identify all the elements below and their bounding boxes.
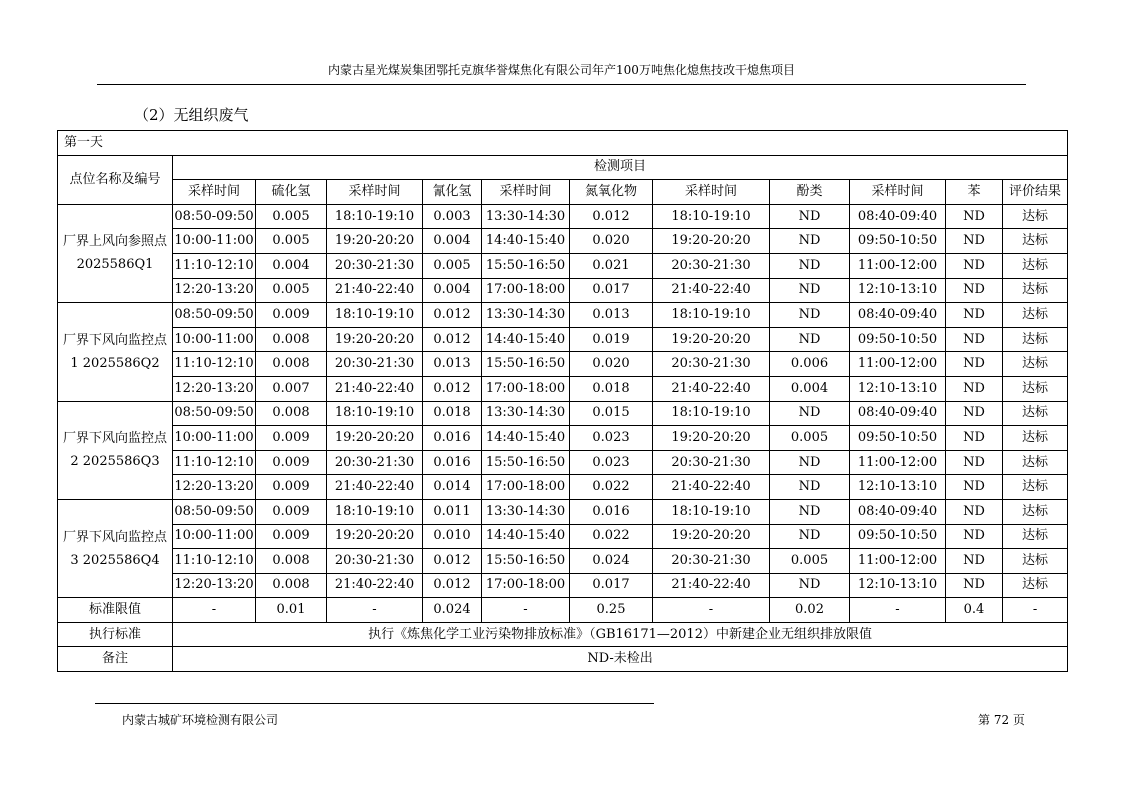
emissions-table: [57, 130, 1068, 672]
table-cell: 0.004: [423, 229, 482, 254]
table-cell: 0.005: [256, 204, 327, 229]
table-cell: ND: [946, 426, 1003, 451]
table-cell: 11:10-12:10: [173, 450, 256, 475]
table-cell: 12:20-13:20: [173, 573, 256, 598]
limit-value: 0.01: [256, 598, 327, 623]
table-cell: 12:20-13:20: [173, 376, 256, 401]
column-header: 硫化氢: [256, 180, 327, 205]
limit-value: -: [173, 598, 256, 623]
table-cell: 0.004: [256, 253, 327, 278]
table-row: [58, 278, 1068, 303]
table-cell: 21:40-22:40: [653, 573, 770, 598]
table-cell: 0.012: [423, 303, 482, 328]
limit-value: 0.024: [423, 598, 482, 623]
table-cell: 0.007: [256, 376, 327, 401]
table-cell: 14:40-15:40: [482, 327, 570, 352]
table-cell: 21:40-22:40: [653, 376, 770, 401]
remark-label: 备注: [58, 647, 173, 672]
group-header-row: [58, 155, 1068, 180]
table-cell: ND: [946, 253, 1003, 278]
table-cell: 达标: [1003, 352, 1068, 377]
table-cell: 11:10-12:10: [173, 253, 256, 278]
table-cell: 0.013: [570, 303, 653, 328]
table-cell: 18:10-19:10: [653, 499, 770, 524]
table-cell: 17:00-18:00: [482, 278, 570, 303]
table-cell: 17:00-18:00: [482, 376, 570, 401]
table-cell: 19:20-20:20: [327, 229, 423, 254]
table-cell: 15:50-16:50: [482, 450, 570, 475]
table-cell: 11:00-12:00: [850, 253, 946, 278]
table-cell: ND: [946, 376, 1003, 401]
table-cell: 11:10-12:10: [173, 352, 256, 377]
limit-value: -: [850, 598, 946, 623]
limit-value: -: [327, 598, 423, 623]
table-cell: 达标: [1003, 499, 1068, 524]
table-cell: 达标: [1003, 303, 1068, 328]
table-cell: ND: [946, 573, 1003, 598]
table-cell: ND: [946, 204, 1003, 229]
table-row: [58, 499, 1068, 524]
table-cell: 17:00-18:00: [482, 475, 570, 500]
table-cell: 19:20-20:20: [653, 524, 770, 549]
table-cell: 17:00-18:00: [482, 573, 570, 598]
table-cell: 21:40-22:40: [327, 573, 423, 598]
table-cell: ND: [770, 278, 850, 303]
table-cell: 达标: [1003, 253, 1068, 278]
table-cell: 0.021: [570, 253, 653, 278]
table-cell: 0.004: [770, 376, 850, 401]
table-cell: 0.008: [256, 401, 327, 426]
table-cell: ND: [770, 475, 850, 500]
table-cell: 21:40-22:40: [653, 475, 770, 500]
table-cell: 0.014: [423, 475, 482, 500]
table-cell: 达标: [1003, 204, 1068, 229]
limit-value: -: [1003, 598, 1068, 623]
table-cell: 12:20-13:20: [173, 278, 256, 303]
table-cell: 达标: [1003, 450, 1068, 475]
table-cell: 20:30-21:30: [653, 450, 770, 475]
table-cell: 12:10-13:10: [850, 376, 946, 401]
table-cell: 12:20-13:20: [173, 475, 256, 500]
table-cell: 0.003: [423, 204, 482, 229]
table-cell: 0.009: [256, 499, 327, 524]
table-cell: 19:20-20:20: [327, 524, 423, 549]
day-label: 第一天: [58, 131, 1068, 156]
table-cell: 20:30-21:30: [327, 253, 423, 278]
table-cell: 达标: [1003, 327, 1068, 352]
table-cell: 12:10-13:10: [850, 278, 946, 303]
table-cell: 10:00-11:00: [173, 229, 256, 254]
table-cell: 0.005: [256, 278, 327, 303]
table-cell: 0.009: [256, 524, 327, 549]
table-cell: 18:10-19:10: [327, 303, 423, 328]
table-cell: 0.005: [770, 549, 850, 574]
table-cell: 0.005: [770, 426, 850, 451]
section-title: （2）无组织废气: [134, 106, 249, 124]
limits-row: [58, 598, 1068, 623]
footer-page-number: 第 72 页: [978, 713, 1025, 727]
table-cell: 0.017: [570, 573, 653, 598]
table-cell: 19:20-20:20: [653, 229, 770, 254]
table-cell: 0.008: [256, 327, 327, 352]
table-cell: 13:30-14:30: [482, 204, 570, 229]
table-cell: 13:30-14:30: [482, 499, 570, 524]
table-cell: 19:20-20:20: [653, 327, 770, 352]
column-header: 评价结果: [1003, 180, 1068, 205]
table-cell: 15:50-16:50: [482, 352, 570, 377]
table-cell: 08:40-09:40: [850, 499, 946, 524]
table-cell: 达标: [1003, 475, 1068, 500]
table-cell: 21:40-22:40: [327, 278, 423, 303]
table-cell: 0.012: [423, 327, 482, 352]
table-cell: 0.006: [770, 352, 850, 377]
table-row: [58, 475, 1068, 500]
table-cell: 0.016: [423, 450, 482, 475]
table-cell: 08:40-09:40: [850, 303, 946, 328]
table-cell: 21:40-22:40: [327, 376, 423, 401]
table-cell: 08:40-09:40: [850, 401, 946, 426]
table-cell: ND: [946, 524, 1003, 549]
table-cell: 18:10-19:10: [653, 303, 770, 328]
limit-value: 0.4: [946, 598, 1003, 623]
table-cell: 0.019: [570, 327, 653, 352]
table-cell: 20:30-21:30: [653, 549, 770, 574]
table-cell: 0.008: [256, 549, 327, 574]
column-header: 采样时间: [850, 180, 946, 205]
table-cell: 达标: [1003, 401, 1068, 426]
table-cell: 18:10-19:10: [653, 204, 770, 229]
table-cell: 0.011: [423, 499, 482, 524]
table-cell: 21:40-22:40: [327, 475, 423, 500]
table-cell: 14:40-15:40: [482, 426, 570, 451]
column-header: 氮氧化物: [570, 180, 653, 205]
table-row: [58, 327, 1068, 352]
table-row: [58, 549, 1068, 574]
table-cell: ND: [946, 475, 1003, 500]
column-header: 采样时间: [173, 180, 256, 205]
table-row: [58, 303, 1068, 328]
column-header: 采样时间: [327, 180, 423, 205]
table-cell: 20:30-21:30: [327, 450, 423, 475]
header-divider: [97, 84, 1026, 85]
group-header: 检测项目: [173, 155, 1068, 180]
table-cell: 0.008: [256, 352, 327, 377]
table-cell: 13:30-14:30: [482, 303, 570, 328]
table-cell: ND: [946, 327, 1003, 352]
table-cell: 08:50-09:50: [173, 204, 256, 229]
station-name: 厂界下风向监控点1 2025586Q2: [58, 303, 173, 401]
table-cell: 11:10-12:10: [173, 549, 256, 574]
table-cell: ND: [770, 499, 850, 524]
table-row: [58, 426, 1068, 451]
table-cell: 0.012: [423, 549, 482, 574]
table-cell: 达标: [1003, 549, 1068, 574]
table-cell: ND: [770, 450, 850, 475]
table-cell: 11:00-12:00: [850, 450, 946, 475]
table-cell: 09:50-10:50: [850, 426, 946, 451]
table-cell: 0.012: [423, 573, 482, 598]
table-cell: 0.023: [570, 450, 653, 475]
table-cell: 08:50-09:50: [173, 401, 256, 426]
limits-label: 标准限值: [58, 598, 173, 623]
table-row: [58, 401, 1068, 426]
table-cell: 08:40-09:40: [850, 204, 946, 229]
table-cell: 0.018: [570, 376, 653, 401]
document-header-title: 内蒙古星光煤炭集团鄂托克旗华誉煤焦化有限公司年产100万吨焦化熄焦技改干熄焦项目: [328, 63, 795, 77]
table-cell: 达标: [1003, 376, 1068, 401]
table-cell: 14:40-15:40: [482, 524, 570, 549]
table-cell: 20:30-21:30: [653, 253, 770, 278]
table-cell: ND: [770, 229, 850, 254]
table-cell: 0.009: [256, 475, 327, 500]
table-cell: 18:10-19:10: [327, 204, 423, 229]
table-cell: ND: [770, 204, 850, 229]
table-row: [58, 204, 1068, 229]
limit-value: 0.02: [770, 598, 850, 623]
limit-value: 0.25: [570, 598, 653, 623]
table-cell: 11:00-12:00: [850, 352, 946, 377]
table-cell: ND: [946, 229, 1003, 254]
table-row: [58, 352, 1068, 377]
table-cell: 0.017: [570, 278, 653, 303]
table-cell: 15:50-16:50: [482, 549, 570, 574]
table-cell: ND: [770, 253, 850, 278]
table-row: [58, 524, 1068, 549]
table-cell: 0.018: [423, 401, 482, 426]
table-row: [58, 450, 1068, 475]
table-cell: 0.022: [570, 524, 653, 549]
limit-value: -: [653, 598, 770, 623]
standard-text: 执行《炼焦化学工业污染物排放标准》（GB16171—2012）中新建企业无组织排放限值: [173, 622, 1068, 647]
table-cell: ND: [770, 327, 850, 352]
table-cell: 15:50-16:50: [482, 253, 570, 278]
table-cell: 0.005: [423, 253, 482, 278]
table-cell: 达标: [1003, 278, 1068, 303]
column-header: 采样时间: [653, 180, 770, 205]
table-cell: 10:00-11:00: [173, 327, 256, 352]
footer-divider: [95, 703, 654, 704]
table-row: [58, 573, 1068, 598]
table-cell: 18:10-19:10: [653, 401, 770, 426]
limit-value: -: [482, 598, 570, 623]
table-cell: 12:10-13:10: [850, 573, 946, 598]
table-cell: 0.020: [570, 229, 653, 254]
table-cell: 14:40-15:40: [482, 229, 570, 254]
column-header: 酚类: [770, 180, 850, 205]
table-cell: 0.022: [570, 475, 653, 500]
table-cell: 0.010: [423, 524, 482, 549]
table-cell: 0.009: [256, 426, 327, 451]
table-cell: 12:10-13:10: [850, 475, 946, 500]
table-row: [58, 376, 1068, 401]
table-cell: 21:40-22:40: [653, 278, 770, 303]
remark-text: ND-未检出: [173, 647, 1068, 672]
table-cell: 08:50-09:50: [173, 303, 256, 328]
table-cell: ND: [770, 524, 850, 549]
station-name: 厂界下风向监控点3 2025586Q4: [58, 499, 173, 597]
station-header: 点位名称及编号: [58, 155, 173, 204]
table-cell: 09:50-10:50: [850, 524, 946, 549]
table-cell: 10:00-11:00: [173, 426, 256, 451]
table-cell: 达标: [1003, 524, 1068, 549]
table-cell: ND: [770, 401, 850, 426]
table-cell: 达标: [1003, 229, 1068, 254]
table-cell: 10:00-11:00: [173, 524, 256, 549]
table-cell: 09:50-10:50: [850, 229, 946, 254]
standard-label: 执行标准: [58, 622, 173, 647]
station-name: 厂界下风向监控点2 2025586Q3: [58, 401, 173, 499]
station-name: 厂界上风向参照点2025586Q1: [58, 204, 173, 302]
table-row: [58, 229, 1068, 254]
column-header: 采样时间: [482, 180, 570, 205]
table-cell: 达标: [1003, 426, 1068, 451]
table-cell: 19:20-20:20: [327, 426, 423, 451]
table-cell: 19:20-20:20: [653, 426, 770, 451]
table-cell: 0.005: [256, 229, 327, 254]
table-cell: 0.012: [423, 376, 482, 401]
table-cell: ND: [946, 401, 1003, 426]
table-cell: 达标: [1003, 573, 1068, 598]
table-cell: 0.020: [570, 352, 653, 377]
table-cell: ND: [946, 303, 1003, 328]
table-cell: 0.004: [423, 278, 482, 303]
table-cell: 0.016: [423, 426, 482, 451]
footer-company: 内蒙古城矿环境检测有限公司: [122, 713, 279, 727]
table-cell: ND: [770, 573, 850, 598]
day-row: [58, 131, 1068, 156]
table-cell: 18:10-19:10: [327, 499, 423, 524]
table-cell: 09:50-10:50: [850, 327, 946, 352]
table-cell: 20:30-21:30: [327, 549, 423, 574]
table-cell: 18:10-19:10: [327, 401, 423, 426]
table-cell: 11:00-12:00: [850, 549, 946, 574]
table-cell: 0.023: [570, 426, 653, 451]
table-cell: 0.009: [256, 450, 327, 475]
table-cell: ND: [946, 278, 1003, 303]
remark-row: [58, 647, 1068, 672]
table-cell: 0.009: [256, 303, 327, 328]
table-cell: 0.008: [256, 573, 327, 598]
table-row: [58, 253, 1068, 278]
table-cell: 13:30-14:30: [482, 401, 570, 426]
table-cell: ND: [770, 303, 850, 328]
table-cell: 08:50-09:50: [173, 499, 256, 524]
table-cell: ND: [946, 352, 1003, 377]
column-header: 苯: [946, 180, 1003, 205]
table-cell: 19:20-20:20: [327, 327, 423, 352]
table-cell: 20:30-21:30: [653, 352, 770, 377]
table-cell: 0.015: [570, 401, 653, 426]
column-header: 氰化氢: [423, 180, 482, 205]
table-cell: ND: [946, 549, 1003, 574]
standard-row: [58, 622, 1068, 647]
table-cell: ND: [946, 450, 1003, 475]
column-header-row: [58, 180, 1068, 205]
table-cell: 20:30-21:30: [327, 352, 423, 377]
table-cell: 0.024: [570, 549, 653, 574]
table-cell: 0.016: [570, 499, 653, 524]
table-cell: 0.013: [423, 352, 482, 377]
table-cell: 0.012: [570, 204, 653, 229]
table-body: [58, 131, 1068, 672]
table-cell: ND: [946, 499, 1003, 524]
